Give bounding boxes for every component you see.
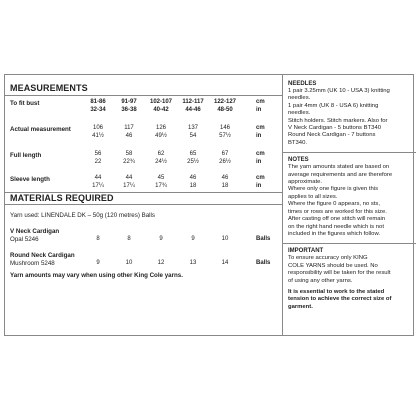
size-3-length: 62 24½ bbox=[155, 151, 167, 165]
needles-section bbox=[288, 81, 410, 147]
needles-line: BT340. bbox=[288, 139, 307, 146]
size-5-actual: 146 57½ bbox=[219, 125, 231, 139]
unit-label: cm in bbox=[256, 175, 265, 189]
yarn-used: Yarn used: LINENDALE DK – 50g (120 metres) Balls bbox=[10, 212, 156, 219]
row-label: Sleeve length bbox=[10, 176, 50, 183]
item-shade: Opal 5246 bbox=[10, 236, 39, 243]
size-1-sleeve: 44 17¼ bbox=[92, 175, 104, 189]
size-2-bust: 91-97 36-38 bbox=[121, 99, 137, 113]
unit-label: cm in bbox=[256, 151, 265, 165]
notes-line: Where the figure 0 appears, no sts, bbox=[288, 201, 381, 208]
size-2-balls: 8 bbox=[127, 236, 131, 242]
size-3-sleeve: 45 17¾ bbox=[155, 175, 167, 189]
measurements-heading: MEASUREMENTS bbox=[10, 83, 88, 93]
important-line: responsibility will be taken for the result bbox=[288, 270, 391, 277]
size-3-balls: 9 bbox=[159, 236, 163, 242]
size-4-sleeve: 46 18 bbox=[189, 175, 197, 189]
side-notes bbox=[288, 81, 410, 311]
measurements-and-materials bbox=[5, 75, 282, 335]
size-2-sleeve: 44 17¼ bbox=[123, 175, 135, 189]
size-2-length: 58 22¾ bbox=[123, 151, 135, 165]
needles-line: Round Neck Cardigan - 7 buttons bbox=[288, 132, 376, 139]
size-2-balls: 10 bbox=[125, 260, 133, 266]
notes-heading: NOTES bbox=[288, 157, 309, 164]
notes-line: applies to all sizes. bbox=[288, 193, 338, 200]
notes-line: Where only one figure is given this bbox=[288, 186, 379, 193]
notes-line: included in the figures which follow. bbox=[288, 230, 381, 237]
pattern-info-panel bbox=[4, 74, 414, 336]
notes-line: on the right hand needle which is not bbox=[288, 223, 384, 230]
unit-label: cm in bbox=[256, 99, 265, 113]
measurements-rule bbox=[5, 95, 282, 96]
size-3-actual: 126 49½ bbox=[155, 125, 167, 139]
tension-line: tension to achieve the correct size of bbox=[288, 296, 392, 303]
row-label: Actual measurement bbox=[10, 126, 71, 133]
important-line: of using any other yarns. bbox=[288, 277, 353, 284]
materials-heading: MATERIALS REQUIRED bbox=[10, 193, 114, 203]
notes-line: times or rows are worked for this size. bbox=[288, 208, 387, 215]
notes-section bbox=[288, 157, 410, 238]
size-4-length: 65 25½ bbox=[187, 151, 199, 165]
unit-label: cm in bbox=[256, 125, 265, 139]
needles-line: V Neck Cardigan - 5 buttons BT340 bbox=[288, 125, 381, 132]
size-5-bust: 122-127 48-50 bbox=[213, 99, 237, 113]
materials-rule bbox=[5, 204, 282, 205]
item-shade: Mushroom 5248 bbox=[10, 260, 55, 267]
yarn-vary-note: Yarn amounts may vary when using other King Cole yarns. bbox=[10, 272, 183, 279]
notes-line: The yarn amounts stated are based on bbox=[288, 164, 390, 171]
row-label: Full length bbox=[10, 152, 42, 159]
size-1-actual: 106 41½ bbox=[92, 125, 104, 139]
size-1-length: 56 22 bbox=[94, 151, 102, 165]
row-label: To fit bust bbox=[10, 100, 40, 107]
size-4-bust: 112-117 44-46 bbox=[182, 99, 204, 113]
important-rule bbox=[282, 243, 416, 244]
size-1-bust: 81-86 32-34 bbox=[90, 99, 106, 113]
notes-line: average requirements and are therefore bbox=[288, 171, 393, 178]
important-heading: IMPORTANT bbox=[288, 248, 324, 255]
unit-label: Balls bbox=[256, 260, 271, 266]
tension-line: It is essential to work to the stated bbox=[288, 288, 385, 295]
needles-line: Stitch holders. Stitch markers. Also for bbox=[288, 117, 388, 124]
size-4-actual: 137 54 bbox=[187, 125, 198, 139]
item-name: V Neck Cardigan bbox=[10, 228, 60, 235]
size-4-balls: 9 bbox=[191, 236, 195, 242]
item-name: Round Neck Cardigan bbox=[10, 252, 75, 259]
size-5-balls: 14 bbox=[221, 260, 229, 266]
size-4-balls: 13 bbox=[189, 260, 197, 266]
column-divider bbox=[282, 75, 283, 335]
size-1-balls: 9 bbox=[96, 260, 100, 266]
needles-line: 1 pair 4mm (UK 8 - USA 6) knitting bbox=[288, 102, 379, 109]
notes-line: approximate. bbox=[288, 179, 323, 186]
needles-line: needles. bbox=[288, 95, 311, 102]
needles-heading: NEEDLES bbox=[288, 81, 317, 87]
notes-rule bbox=[282, 152, 416, 153]
size-2-actual: 117 46 bbox=[124, 125, 134, 139]
size-5-balls: 10 bbox=[221, 236, 229, 242]
important-line: COLE YARNS should be used. No bbox=[288, 262, 378, 269]
unit-label: Balls bbox=[256, 236, 271, 242]
important-section bbox=[288, 248, 410, 311]
size-3-bust: 102-107 40-42 bbox=[149, 99, 173, 113]
size-5-length: 67 26½ bbox=[219, 151, 231, 165]
notes-line: After casting off one stitch will remain bbox=[288, 216, 386, 223]
size-1-balls: 8 bbox=[96, 236, 100, 242]
important-line: To ensure accuracy only KING bbox=[288, 255, 368, 262]
size-5-sleeve: 46 18 bbox=[221, 175, 229, 189]
size-3-balls: 12 bbox=[157, 260, 165, 266]
tension-line: garment. bbox=[288, 303, 313, 310]
needles-line: needles. bbox=[288, 110, 311, 117]
needles-line: 1 pair 3.25mm (UK 10 - USA 3) knitting bbox=[288, 88, 390, 94]
